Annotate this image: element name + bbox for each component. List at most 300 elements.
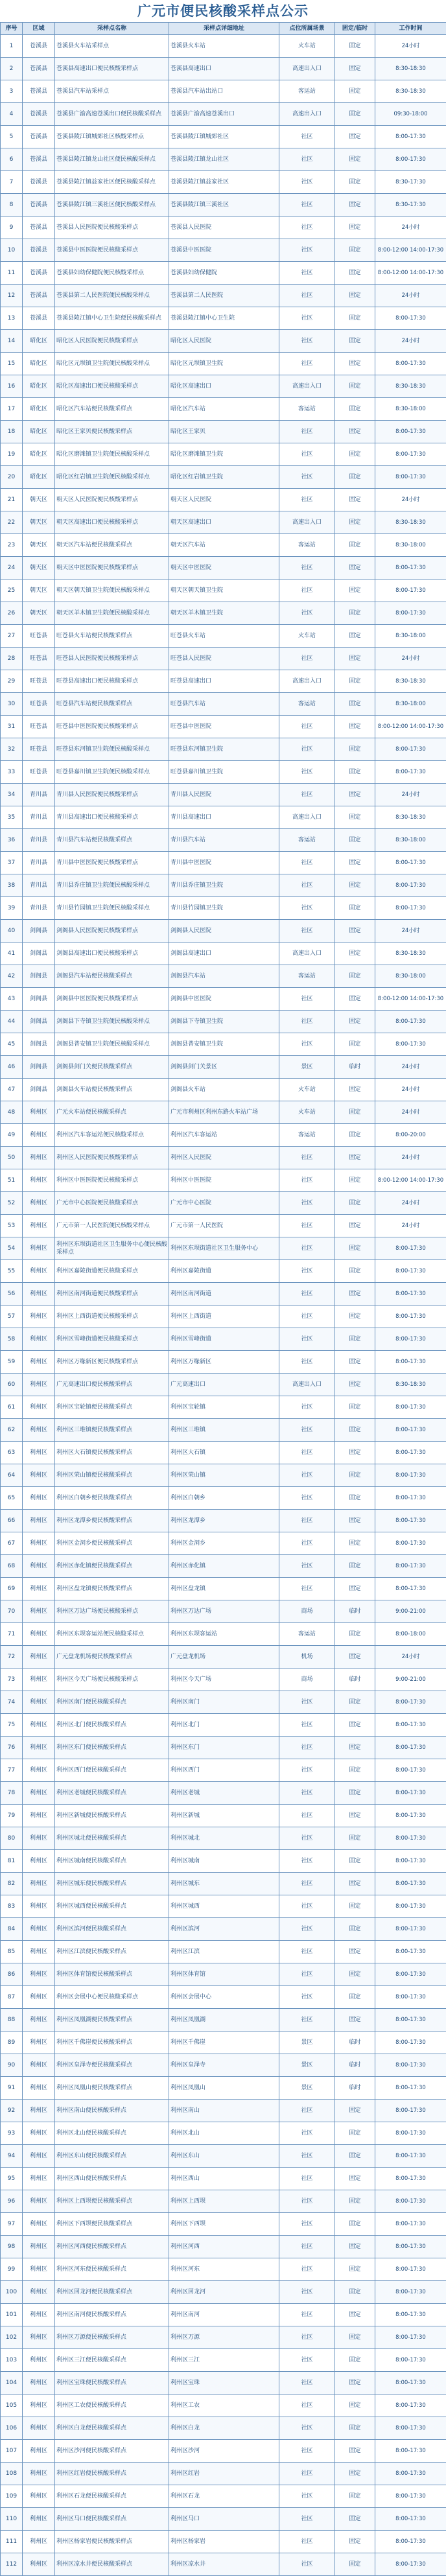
cell-hours: 8:00-12:00 14:00-17:30 (375, 1169, 446, 1192)
cell-scene: 社区 (279, 1873, 335, 1895)
cell-fixed-temp: 固定 (335, 920, 375, 943)
cell-scene: 社区 (279, 1578, 335, 1600)
cell-region: 利州区 (23, 1600, 55, 1623)
cell-fixed-temp: 固定 (335, 2417, 375, 2440)
table-row (1, 1328, 446, 1351)
cell-index: 103 (1, 2349, 23, 2372)
cell-index: 76 (1, 1737, 23, 1759)
cell-region: 苍溪县 (23, 35, 55, 58)
table-row (1, 375, 446, 398)
cell-region: 利州区 (23, 2258, 55, 2281)
cell-scene: 社区 (279, 2553, 335, 2576)
cell-scene: 商场 (279, 1669, 335, 1691)
cell-scene: 火车站 (279, 625, 335, 648)
cell-site-name: 利州区河东便民核酸采样点 (55, 2258, 169, 2281)
table-row (1, 988, 446, 1011)
cell-hours: 8:30-18:30 (375, 943, 446, 965)
table-row (1, 1805, 446, 1827)
table-row (1, 285, 446, 307)
cell-region: 青川县 (23, 897, 55, 920)
table-row (1, 580, 446, 602)
cell-hours: 24小时 (375, 285, 446, 307)
cell-index: 29 (1, 670, 23, 693)
cell-address: 剑阁县中医医院 (169, 988, 279, 1011)
table-row (1, 738, 446, 761)
cell-region: 苍溪县 (23, 171, 55, 194)
cell-scene: 社区 (279, 2236, 335, 2258)
cell-region: 利州区 (23, 1532, 55, 1555)
cell-fixed-temp: 固定 (335, 2531, 375, 2553)
cell-site-name: 旺苍县嘉川镇卫生院便民核酸采样点 (55, 761, 169, 784)
cell-hours: 8:00-17:30 (375, 1510, 446, 1532)
cell-fixed-temp: 固定 (335, 1623, 375, 1646)
cell-hours: 09:30-18:00 (375, 103, 446, 126)
cell-region: 剑阁县 (23, 1056, 55, 1079)
cell-hours: 8:00-12:00 14:00-17:30 (375, 716, 446, 738)
cell-address: 苍溪县广渝高速苍溪出口 (169, 103, 279, 126)
cell-fixed-temp: 固定 (335, 1033, 375, 1056)
cell-index: 20 (1, 466, 23, 489)
cell-fixed-temp: 固定 (335, 1215, 375, 1237)
cell-site-name: 利州区工农便民核酸采样点 (55, 2395, 169, 2417)
cell-index: 48 (1, 1101, 23, 1124)
cell-index: 26 (1, 602, 23, 625)
table-row (1, 2531, 446, 2553)
table-row (1, 307, 446, 330)
cell-scene: 机场 (279, 1646, 335, 1669)
cell-fixed-temp: 固定 (335, 285, 375, 307)
cell-region: 利州区 (23, 2508, 55, 2531)
cell-site-name: 剑阁县高速出口便民核酸采样点 (55, 943, 169, 965)
cell-site-name: 利州区凤凰山便民核酸采样点 (55, 2077, 169, 2100)
page-title: 广元市便民核酸采样点公示 (0, 0, 446, 22)
cell-address: 旺苍县东河镇卫生院 (169, 738, 279, 761)
cell-hours: 8:00-17:30 (375, 2054, 446, 2077)
cell-region: 利州区 (23, 2349, 55, 2372)
cell-scene: 客运站 (279, 80, 335, 103)
cell-index: 40 (1, 920, 23, 943)
cell-fixed-temp: 固定 (335, 580, 375, 602)
cell-fixed-temp: 固定 (335, 784, 375, 806)
cell-region: 利州区 (23, 1555, 55, 1578)
cell-site-name: 苍溪县第二人民医院便民核酸采样点 (55, 285, 169, 307)
cell-index: 64 (1, 1464, 23, 1487)
table-row (1, 1669, 446, 1691)
cell-region: 利州区 (23, 1850, 55, 1873)
cell-region: 利州区 (23, 2281, 55, 2304)
cell-region: 旺苍县 (23, 648, 55, 670)
cell-site-name: 利州区新城便民核酸采样点 (55, 1805, 169, 1827)
cell-site-name: 利州区城东便民核酸采样点 (55, 1873, 169, 1895)
cell-fixed-temp: 固定 (335, 148, 375, 171)
cell-address: 剑阁县剑门关景区 (169, 1056, 279, 1079)
cell-hours: 8:00-17:30 (375, 2463, 446, 2485)
cell-fixed-temp: 固定 (335, 1374, 375, 1396)
table-row (1, 1442, 446, 1464)
cell-fixed-temp: 固定 (335, 353, 375, 375)
cell-address: 青川县乔庄镇卫生院 (169, 874, 279, 897)
cell-index: 74 (1, 1691, 23, 1714)
table-row (1, 2508, 446, 2531)
cell-index: 89 (1, 2032, 23, 2054)
cell-site-name: 剑阁县汽车站便民核酸采样点 (55, 965, 169, 988)
cell-address: 苍溪县陵江镇龙山社区 (169, 148, 279, 171)
cell-address: 利州区体育馆 (169, 1963, 279, 1986)
cell-address: 利州区江滨 (169, 1941, 279, 1963)
cell-fixed-temp: 固定 (335, 1328, 375, 1351)
cell-fixed-temp: 固定 (335, 466, 375, 489)
cell-site-name: 利州区河西便民核酸采样点 (55, 2236, 169, 2258)
cell-address: 昭化区汽车站 (169, 398, 279, 421)
cell-hours: 24小时 (375, 648, 446, 670)
cell-fixed-temp: 固定 (335, 2145, 375, 2168)
cell-scene: 社区 (279, 148, 335, 171)
cell-site-name: 剑阁县普安镇卫生院便民核酸采样点 (55, 1033, 169, 1056)
cell-index: 84 (1, 1918, 23, 1941)
cell-address: 旺苍县汽车站 (169, 693, 279, 716)
cell-scene: 社区 (279, 648, 335, 670)
cell-scene: 社区 (279, 2395, 335, 2417)
cell-fixed-temp: 固定 (335, 307, 375, 330)
cell-site-name: 苍溪县高速出口便民核酸采样点 (55, 58, 169, 80)
cell-hours: 8:30-18:00 (375, 625, 446, 648)
cell-address: 利州区嘉陵街道 (169, 1260, 279, 1283)
cell-hours: 8:00-17:30 (375, 1532, 446, 1555)
cell-hours: 8:00-17:30 (375, 1396, 446, 1419)
cell-scene: 客运站 (279, 693, 335, 716)
cell-hours: 8:00-18:00 (375, 1623, 446, 1646)
cell-hours: 8:00-17:30 (375, 1873, 446, 1895)
cell-region: 苍溪县 (23, 103, 55, 126)
cell-region: 昭化区 (23, 353, 55, 375)
cell-hours: 8:30-18:30 (375, 80, 446, 103)
cell-index: 3 (1, 80, 23, 103)
cell-scene: 社区 (279, 1306, 335, 1328)
table-row (1, 353, 446, 375)
cell-hours: 8:00-12:00 14:00-17:30 (375, 239, 446, 262)
cell-site-name: 旺苍县人民医院便民核酸采样点 (55, 648, 169, 670)
cell-region: 苍溪县 (23, 80, 55, 103)
cell-scene: 高速出入口 (279, 806, 335, 829)
cell-index: 49 (1, 1124, 23, 1147)
cell-index: 65 (1, 1487, 23, 1510)
table-row (1, 262, 446, 285)
cell-site-name: 利州区万缘新区便民核酸采样点 (55, 1351, 169, 1374)
cell-site-name: 利州区今天广场便民核酸采样点 (55, 1669, 169, 1691)
cell-fixed-temp: 固定 (335, 375, 375, 398)
cell-fixed-temp: 固定 (335, 330, 375, 353)
cell-site-name: 利州区南门便民核酸采样点 (55, 1691, 169, 1714)
cell-address: 利州区龙潭乡 (169, 1510, 279, 1532)
cell-scene: 社区 (279, 1237, 335, 1260)
cell-fixed-temp: 固定 (335, 398, 375, 421)
cell-address: 昭化区人民医院 (169, 330, 279, 353)
cell-hours: 24小时 (375, 1079, 446, 1101)
cell-scene: 社区 (279, 489, 335, 511)
cell-site-name: 旺苍县中医医院便民核酸采样点 (55, 716, 169, 738)
header-scene: 点位所属场景 (279, 23, 335, 35)
cell-hours: 8:00-17:30 (375, 1941, 446, 1963)
cell-scene: 社区 (279, 2349, 335, 2372)
cell-fixed-temp: 固定 (335, 1079, 375, 1101)
cell-address: 利州区东坝街道社区卫生服务中心 (169, 1237, 279, 1260)
cell-hours: 8:00-17:30 (375, 1351, 446, 1374)
cell-fixed-temp: 临时 (335, 1056, 375, 1079)
table-row (1, 1487, 446, 1510)
cell-hours: 8:00-17:30 (375, 1691, 446, 1714)
cell-fixed-temp: 固定 (335, 171, 375, 194)
cell-region: 剑阁县 (23, 1033, 55, 1056)
cell-hours: 8:00-17:30 (375, 1419, 446, 1442)
cell-address: 苍溪县火车站 (169, 35, 279, 58)
cell-region: 利州区 (23, 1442, 55, 1464)
cell-address: 利州区下西坝 (169, 2213, 279, 2236)
cell-region: 利州区 (23, 1464, 55, 1487)
cell-fixed-temp: 固定 (335, 2009, 375, 2032)
table-row (1, 1237, 446, 1260)
cell-scene: 商场 (279, 1600, 335, 1623)
cell-hours: 9:00-21:00 (375, 1669, 446, 1691)
cell-index: 58 (1, 1328, 23, 1351)
cell-index: 62 (1, 1419, 23, 1442)
cell-fixed-temp: 固定 (335, 874, 375, 897)
cell-scene: 高速出入口 (279, 1374, 335, 1396)
cell-scene: 社区 (279, 2463, 335, 2485)
cell-fixed-temp: 固定 (335, 511, 375, 534)
cell-scene: 社区 (279, 239, 335, 262)
cell-site-name: 利州区西山便民核酸采样点 (55, 2168, 169, 2190)
cell-region: 利州区 (23, 2372, 55, 2395)
table-row (1, 1873, 446, 1895)
cell-site-name: 利州区龙潭乡便民核酸采样点 (55, 1510, 169, 1532)
cell-scene: 社区 (279, 557, 335, 580)
cell-region: 青川县 (23, 784, 55, 806)
cell-hours: 24小时 (375, 1101, 446, 1124)
cell-address: 利州区上西坝 (169, 2190, 279, 2213)
cell-fixed-temp: 固定 (335, 1691, 375, 1714)
cell-fixed-temp: 固定 (335, 2100, 375, 2122)
cell-scene: 社区 (279, 1351, 335, 1374)
cell-scene: 景区 (279, 2077, 335, 2100)
cell-region: 朝天区 (23, 602, 55, 625)
cell-region: 剑阁县 (23, 988, 55, 1011)
cell-address: 苍溪县陵江镇益家社区 (169, 171, 279, 194)
cell-index: 102 (1, 2326, 23, 2349)
cell-fixed-temp: 固定 (335, 262, 375, 285)
cell-scene: 社区 (279, 1691, 335, 1714)
table-row (1, 557, 446, 580)
cell-scene: 社区 (279, 2304, 335, 2326)
table-row (1, 1056, 446, 1079)
table-row (1, 1192, 446, 1215)
cell-fixed-temp: 固定 (335, 2213, 375, 2236)
cell-site-name: 剑阁县中医医院便民核酸采样点 (55, 988, 169, 1011)
cell-hours: 8:00-17:30 (375, 2077, 446, 2100)
table-row (1, 829, 446, 852)
cell-fixed-temp: 固定 (335, 943, 375, 965)
cell-index: 18 (1, 421, 23, 443)
cell-index: 99 (1, 2258, 23, 2281)
table-row (1, 625, 446, 648)
cell-address: 剑阁县普安镇卫生院 (169, 1033, 279, 1056)
cell-scene: 社区 (279, 1419, 335, 1442)
table-row (1, 670, 446, 693)
cell-address: 利州区汽车客运站 (169, 1124, 279, 1147)
cell-scene: 社区 (279, 2485, 335, 2508)
cell-fixed-temp: 固定 (335, 625, 375, 648)
cell-region: 利州区 (23, 2122, 55, 2145)
cell-scene: 社区 (279, 897, 335, 920)
table-row (1, 2213, 446, 2236)
cell-fixed-temp: 固定 (335, 2463, 375, 2485)
cell-hours: 8:00-17:30 (375, 1963, 446, 1986)
cell-address: 朝天区羊木镇卫生院 (169, 602, 279, 625)
cell-scene: 社区 (279, 2122, 335, 2145)
cell-hours: 8:00-17:30 (375, 307, 446, 330)
cell-fixed-temp: 固定 (335, 761, 375, 784)
cell-index: 17 (1, 398, 23, 421)
table-row (1, 761, 446, 784)
cell-site-name: 青川县竹园镇卫生院便民核酸采样点 (55, 897, 169, 920)
table-row (1, 239, 446, 262)
cell-scene: 社区 (279, 1986, 335, 2009)
cell-index: 2 (1, 58, 23, 80)
table-row (1, 2553, 446, 2576)
cell-address: 剑阁县火车站 (169, 1079, 279, 1101)
cell-address: 利州区杨家岩 (169, 2531, 279, 2553)
cell-hours: 8:00-17:30 (375, 602, 446, 625)
cell-fixed-temp: 固定 (335, 2395, 375, 2417)
cell-region: 利州区 (23, 1237, 55, 1260)
cell-fixed-temp: 固定 (335, 1532, 375, 1555)
cell-index: 32 (1, 738, 23, 761)
cell-index: 23 (1, 534, 23, 557)
cell-fixed-temp: 固定 (335, 1737, 375, 1759)
cell-index: 80 (1, 1827, 23, 1850)
cell-scene: 社区 (279, 2508, 335, 2531)
cell-fixed-temp: 固定 (335, 2258, 375, 2281)
cell-site-name: 利州区下西坝便民核酸采样点 (55, 2213, 169, 2236)
cell-scene: 社区 (279, 2281, 335, 2304)
cell-site-name: 利州区金洞乡便民核酸采样点 (55, 1532, 169, 1555)
cell-hours: 8:00-17:30 (375, 874, 446, 897)
cell-scene: 社区 (279, 1442, 335, 1464)
cell-hours: 8:00-17:30 (375, 2281, 446, 2304)
cell-scene: 社区 (279, 1215, 335, 1237)
cell-scene: 社区 (279, 1169, 335, 1192)
cell-hours: 8:00-17:30 (375, 557, 446, 580)
cell-site-name: 利州区体育馆便民核酸采样点 (55, 1963, 169, 1986)
cell-site-name: 旺苍县火车站便民核酸采样点 (55, 625, 169, 648)
cell-site-name: 苍溪县陵江镇三溪社区便民核酸采样点 (55, 194, 169, 217)
cell-hours: 8:30-18:00 (375, 534, 446, 557)
table-row (1, 443, 446, 466)
cell-index: 96 (1, 2190, 23, 2213)
cell-fixed-temp: 固定 (335, 1169, 375, 1192)
cell-fixed-temp: 固定 (335, 58, 375, 80)
cell-address: 利州区宝轮镇 (169, 1396, 279, 1419)
table-row (1, 943, 446, 965)
cell-address: 利州区河西 (169, 2236, 279, 2258)
cell-hours: 8:00-17:30 (375, 1464, 446, 1487)
cell-site-name: 利州区宝珠便民核酸采样点 (55, 2372, 169, 2395)
cell-site-name: 昭化区汽车站便民核酸采样点 (55, 398, 169, 421)
cell-site-name: 苍溪县陵江镇城郊社区核酸采样点 (55, 126, 169, 148)
cell-region: 利州区 (23, 1306, 55, 1328)
table-row (1, 1147, 446, 1169)
cell-address: 利州区赤化镇 (169, 1555, 279, 1578)
cell-hours: 8:00-17:30 (375, 2326, 446, 2349)
cell-hours: 8:00-17:30 (375, 2349, 446, 2372)
table-row (1, 2145, 446, 2168)
cell-address: 利州区东山 (169, 2145, 279, 2168)
cell-index: 111 (1, 2531, 23, 2553)
cell-fixed-temp: 固定 (335, 1873, 375, 1895)
cell-fixed-temp: 固定 (335, 1986, 375, 2009)
cell-index: 9 (1, 217, 23, 239)
cell-scene: 社区 (279, 1759, 335, 1782)
cell-hours: 8:00-17:30 (375, 761, 446, 784)
cell-hours: 8:30-18:00 (375, 398, 446, 421)
cell-address: 利州区西山 (169, 2168, 279, 2190)
cell-region: 昭化区 (23, 421, 55, 443)
cell-fixed-temp: 固定 (335, 988, 375, 1011)
cell-site-name: 利州区西门便民核酸采样点 (55, 1759, 169, 1782)
cell-address: 利州区城南 (169, 1850, 279, 1873)
cell-hours: 8:00-17:30 (375, 2190, 446, 2213)
cell-scene: 社区 (279, 602, 335, 625)
cell-site-name: 青川县汽车站便民核酸采样点 (55, 829, 169, 852)
cell-index: 60 (1, 1374, 23, 1396)
cell-region: 利州区 (23, 1918, 55, 1941)
cell-site-name: 利州区南山便民核酸采样点 (55, 2100, 169, 2122)
cell-fixed-temp: 固定 (335, 2485, 375, 2508)
table-row (1, 2258, 446, 2281)
cell-fixed-temp: 固定 (335, 2281, 375, 2304)
cell-address: 利州区中医医院 (169, 1169, 279, 1192)
cell-address: 利州区河东 (169, 2258, 279, 2281)
cell-hours: 8:30-18:30 (375, 1374, 446, 1396)
cell-scene: 客运站 (279, 398, 335, 421)
cell-site-name: 朝天区朝天镇卫生院便民核酸采样点 (55, 580, 169, 602)
cell-address: 青川县汽车站 (169, 829, 279, 852)
cell-region: 利州区 (23, 1895, 55, 1918)
cell-hours: 8:00-17:30 (375, 2485, 446, 2508)
cell-address: 利州区宝珠 (169, 2372, 279, 2395)
cell-region: 利州区 (23, 1669, 55, 1691)
cell-index: 93 (1, 2122, 23, 2145)
cell-region: 昭化区 (23, 443, 55, 466)
cell-hours: 8:00-12:00 14:00-17:30 (375, 988, 446, 1011)
cell-region: 苍溪县 (23, 262, 55, 285)
cell-index: 79 (1, 1805, 23, 1827)
cell-site-name: 昭化区王家贝便民核酸采样点 (55, 421, 169, 443)
cell-index: 34 (1, 784, 23, 806)
cell-fixed-temp: 固定 (335, 1124, 375, 1147)
cell-site-name: 旺苍县高速出口便民核酸采样点 (55, 670, 169, 693)
cell-index: 47 (1, 1079, 23, 1101)
cell-region: 利州区 (23, 2395, 55, 2417)
cell-fixed-temp: 固定 (335, 1351, 375, 1374)
cell-hours: 8:00-17:30 (375, 2009, 446, 2032)
table-row (1, 2485, 446, 2508)
cell-hours: 8:00-17:30 (375, 1578, 446, 1600)
table-row (1, 2326, 446, 2349)
cell-scene: 火车站 (279, 1101, 335, 1124)
cell-fixed-temp: 固定 (335, 1578, 375, 1600)
cell-index: 55 (1, 1260, 23, 1283)
cell-hours: 8:00-17:30 (375, 738, 446, 761)
